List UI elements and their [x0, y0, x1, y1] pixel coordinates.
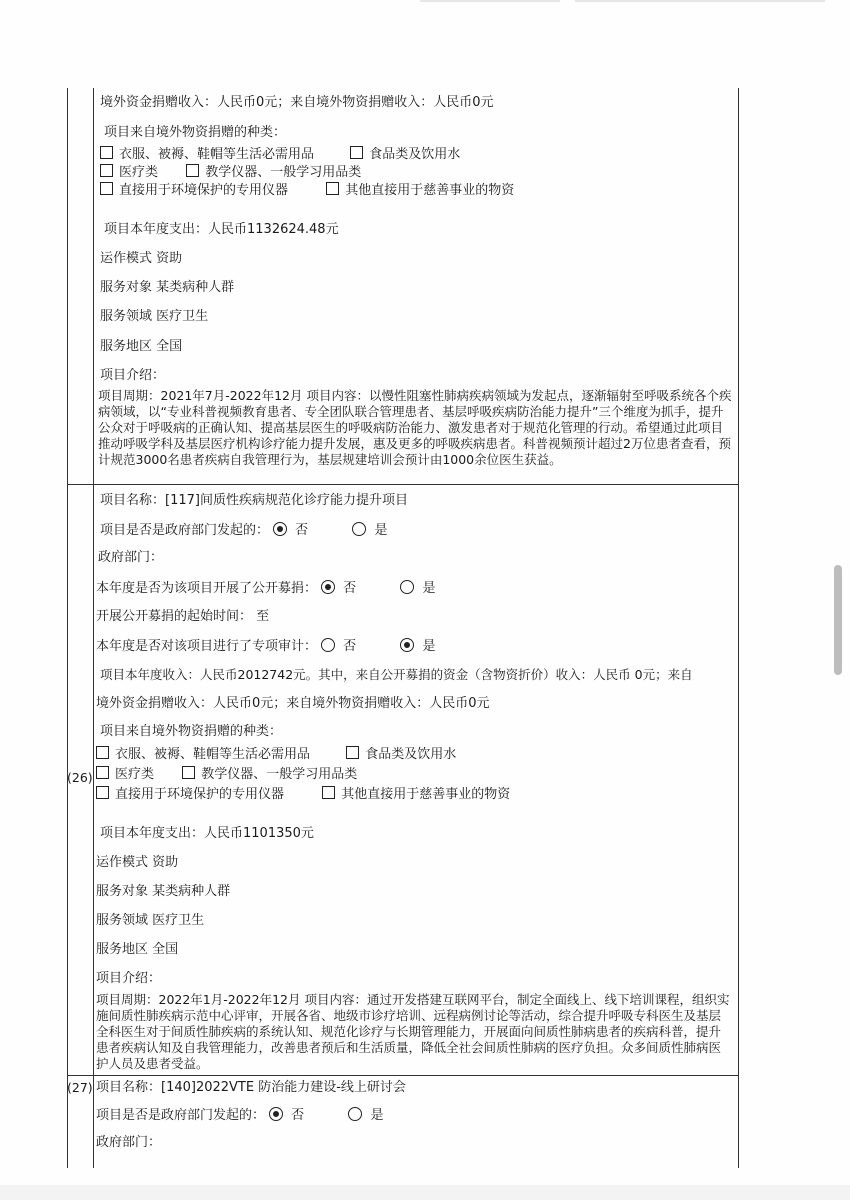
intro-label: 项目介绍：	[96, 971, 162, 986]
radio-yes[interactable]	[352, 522, 366, 536]
checkbox-row	[96, 746, 456, 763]
special-audit-question	[96, 638, 435, 655]
radio-yes-label: 是	[370, 1108, 384, 1123]
radio-no-label: 否	[291, 1108, 305, 1123]
checkbox-clothes[interactable]	[96, 746, 109, 759]
option-other: 其他直接用于慈善事业的物资	[345, 183, 515, 198]
radio-yes[interactable]	[348, 1107, 362, 1121]
annual-expense: 项目本年度支出：人民币1132624.48元	[104, 222, 339, 237]
foreign-income-line: 境外资金捐赠收入：人民币0元；来自境外物资捐赠收入：人民币0元	[100, 95, 494, 110]
row-divider	[67, 484, 739, 485]
checkbox-row	[96, 786, 510, 803]
operation-mode: 运作模式 资助	[96, 855, 179, 870]
scrollbar-thumb[interactable]	[834, 565, 842, 675]
radio-yes-label: 是	[422, 639, 436, 654]
checkbox-medical[interactable]	[100, 164, 113, 177]
checkbox-row	[96, 766, 357, 783]
checkbox-row	[100, 164, 361, 181]
checkbox-environment[interactable]	[96, 786, 109, 799]
checkbox-environment[interactable]	[100, 182, 113, 195]
option-food: 食品类及饮用水	[365, 747, 457, 762]
checkbox-food[interactable]	[350, 146, 363, 159]
radio-no[interactable]	[321, 580, 335, 594]
intro-text: 项目周期：2022年1月-2022年12月 项目内容：通过开发搭建互联网平台，制定全面线上、线下培训课程，组织实施间质性肺疾病示范中心评审，开展各省、地级市诊疗培训、远程病例讨论等活动，综合提升呼吸专科医生及基层全科医生对于间质性肺疾病的系统认知、规范化诊疗与长期管理能力，开展面向间质性肺病患者的疾病科普，提升患者疾病认知及自我管理能力，改善患者预后和生活质量，降低全社会间质性肺病的医疗负担。众多间质性肺病医护人员及患者受益。	[96, 992, 730, 1071]
gov-dept: 政府部门：	[98, 550, 164, 565]
checkbox-food[interactable]	[346, 746, 359, 759]
option-education: 教学仪器、一般学习用品类	[201, 767, 358, 782]
radio-yes-label: 是	[422, 581, 436, 596]
gov-dept: 政府部门：	[96, 1135, 162, 1150]
gov-initiated-label: 项目是否是政府部门发起的：	[96, 1108, 266, 1123]
annual-expense: 项目本年度支出：人民币1101350元	[100, 826, 314, 841]
fundraising-start-time: 开展公开募捐的起始时间： 至	[96, 609, 270, 624]
annual-income: 项目本年度收入：人民币2012742元。其中，来自公开募捐的资金（含物资折价）收入：人民币 0元；来自	[100, 667, 693, 682]
table-inner-border	[93, 88, 94, 1168]
radio-no[interactable]	[273, 522, 287, 536]
table-right-border	[738, 88, 739, 1168]
donation-types-label: 项目来自境外物资捐赠的种类：	[100, 724, 283, 739]
project-name: 项目名称：[140]2022VTE 防治能力建设-线上研讨会	[96, 1080, 406, 1095]
service-target: 服务对象 某类病种人群	[96, 884, 231, 899]
public-fundraising-label: 本年度是否为该项目开展了公开募捐：	[96, 581, 318, 596]
viewer-bottom-bar	[0, 1185, 850, 1200]
service-field: 服务领域 医疗卫生	[96, 913, 205, 928]
option-clothes: 衣服、被褥、鞋帽等生活必需用品	[119, 147, 315, 162]
scan-mark	[420, 0, 560, 2]
intro-label: 项目介绍：	[100, 368, 166, 383]
row-divider	[67, 1075, 739, 1076]
checkbox-medical[interactable]	[96, 766, 109, 779]
gov-initiated-question	[96, 1107, 383, 1124]
option-medical: 医疗类	[115, 767, 155, 782]
radio-no[interactable]	[269, 1107, 283, 1121]
option-environment: 直接用于环境保护的专用仪器	[119, 183, 289, 198]
checkbox-education[interactable]	[186, 164, 199, 177]
row-number: (27)	[67, 1080, 93, 1095]
donation-types-label: 项目来自境外物资捐赠的种类：	[104, 125, 287, 140]
scan-mark	[575, 0, 825, 2]
foreign-income-line: 境外资金捐赠收入：人民币0元；来自境外物资捐赠收入：人民币0元	[96, 696, 490, 711]
radio-no-label: 否	[343, 581, 357, 596]
public-fundraising-question	[96, 580, 435, 597]
checkbox-other[interactable]	[322, 786, 335, 799]
option-clothes: 衣服、被褥、鞋帽等生活必需用品	[115, 747, 311, 762]
row-number: (26)	[67, 770, 93, 785]
checkbox-education[interactable]	[182, 766, 195, 779]
radio-yes[interactable]	[400, 580, 414, 594]
checkbox-clothes[interactable]	[100, 146, 113, 159]
checkbox-row	[100, 182, 514, 199]
radio-yes[interactable]	[400, 638, 414, 652]
option-education: 教学仪器、一般学习用品类	[205, 165, 362, 180]
intro-text: 项目周期：2021年7月-2022年12月 项目内容：以慢性阻塞性肺病疾病领域为发起点，逐渐辐射至呼吸系统各个疾病领域，以“专业科普视频教育患者、专全团队联合管理患者、基层呼吸疾病防治能力提升”三个维度为抓手，提升公众对于呼吸病的正确认知、提高基层医生的呼吸病防治能力、激发患者对于规范化管理的行动。希望通过此项目推动呼吸学科及基层医疗机构诊疗能力提升发展，惠及更多的呼吸疾病患者。科普视频预计超过2万位患者查看，预计规范3000名患者疾病自我管理行为，基层规建培训会预计由1000余位医生获益。	[98, 388, 732, 467]
gov-initiated-question	[100, 522, 387, 539]
option-medical: 医疗类	[119, 165, 159, 180]
option-environment: 直接用于环境保护的专用仪器	[115, 787, 285, 802]
service-field: 服务领域 医疗卫生	[100, 309, 209, 324]
radio-yes-label: 是	[374, 523, 388, 538]
gov-initiated-label: 项目是否是政府部门发起的：	[100, 523, 270, 538]
option-other: 其他直接用于慈善事业的物资	[341, 787, 511, 802]
service-region: 服务地区 全国	[96, 942, 179, 957]
special-audit-label: 本年度是否对该项目进行了专项审计：	[96, 639, 318, 654]
radio-no-label: 否	[295, 523, 309, 538]
service-target: 服务对象 某类病种人群	[100, 280, 235, 295]
operation-mode: 运作模式 资助	[100, 251, 183, 266]
checkbox-other[interactable]	[326, 182, 339, 195]
radio-no-label: 否	[343, 639, 357, 654]
radio-no[interactable]	[321, 638, 335, 652]
checkbox-row	[100, 146, 460, 163]
option-food: 食品类及饮用水	[369, 147, 461, 162]
service-region: 服务地区 全国	[100, 339, 183, 354]
project-name: 项目名称：[117]间质性疾病规范化诊疗能力提升项目	[100, 493, 408, 508]
table-left-border	[67, 88, 68, 1168]
